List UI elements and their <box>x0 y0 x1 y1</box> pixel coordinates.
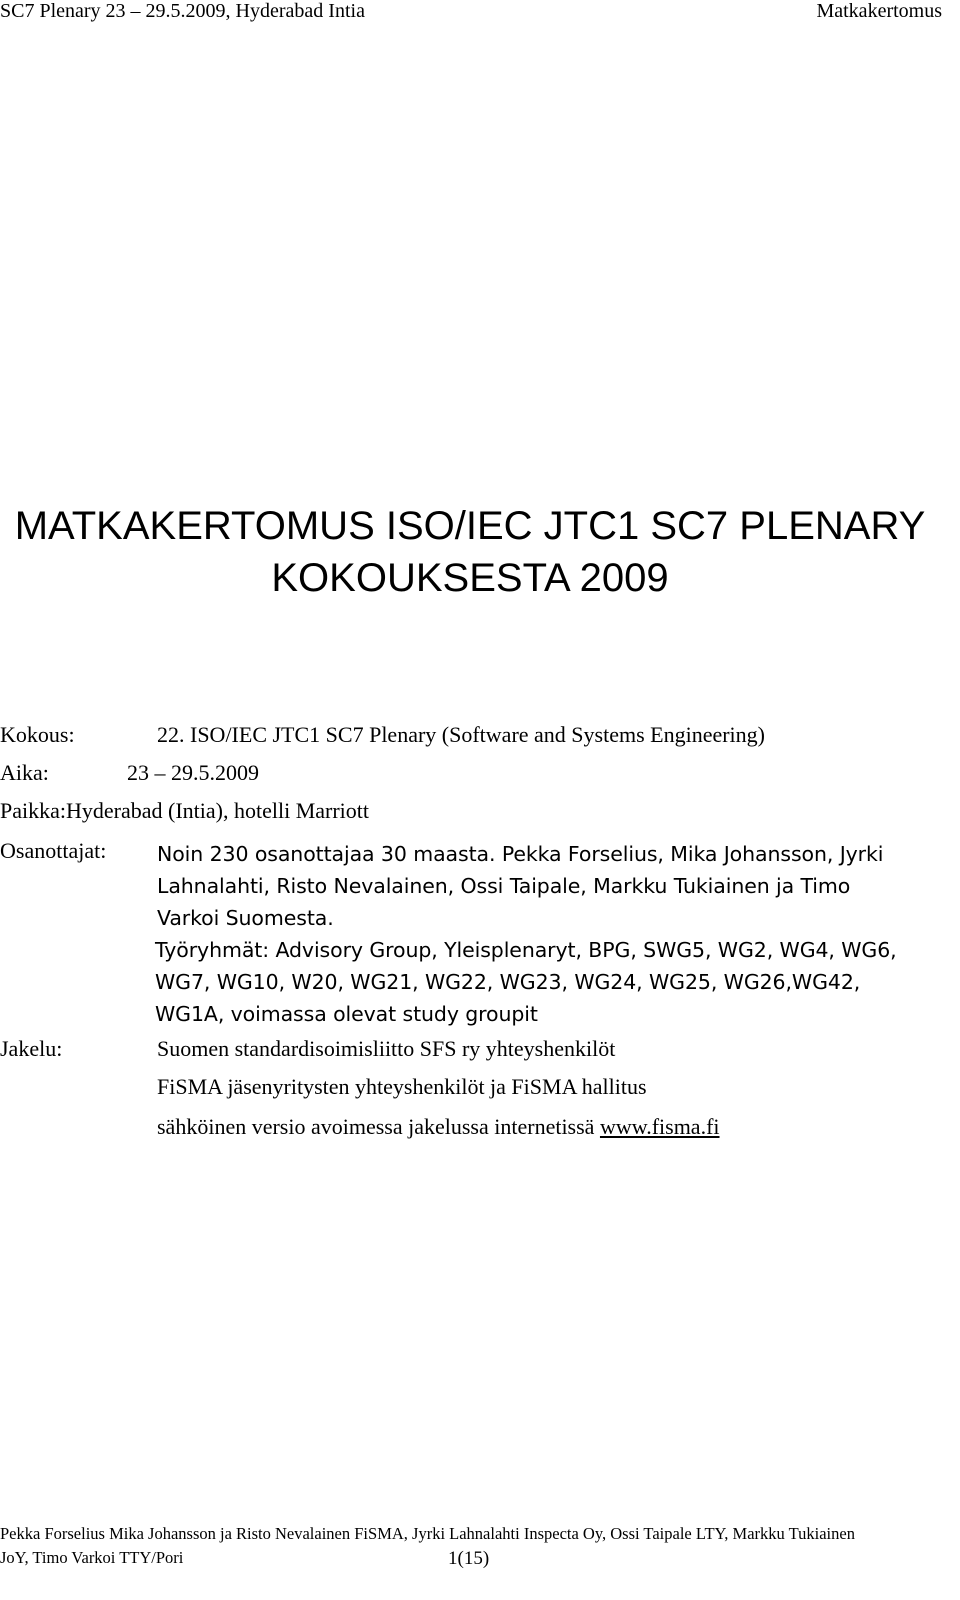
page-number: 1(15) <box>448 1548 490 1569</box>
participants-workgroups: Työryhmät: Advisory Group, Yleisplenaryt, BPG, SWG5, WG2, WG4, WG6, WG7, WG10, W20, WG21, WG22, WG23, WG24, WG25, WG26,WG42, WG1A, voimassa olevat study groupit <box>155 938 897 1026</box>
fisma-website-link[interactable]: www.fisma.fi <box>599 1114 720 1139</box>
running-header-left: SC7 Plenary 23 – 29.5.2009, Hyderabad Intia <box>0 0 365 22</box>
distribution-line-3-text: sähköinen versio avoimessa jakelussa internetissä <box>157 1114 600 1139</box>
distribution-line-1: Suomen standardisoimisliitto SFS ry yhteyshenkilöt <box>157 1036 616 1061</box>
meeting-value: 22. ISO/IEC JTC1 SC7 Plenary (Software and Systems Engineering) <box>157 722 765 747</box>
distribution-line-2: FiSMA jäsenyritysten yhteyshenkilöt ja FiSMA hallitus <box>157 1074 647 1099</box>
time-label: Aika: <box>0 760 49 785</box>
document-title-line-2: KOKOUKSESTA 2009 <box>271 556 669 600</box>
document-title <box>0 500 940 604</box>
footer-authors-line-2: JoY, Timo Varkoi TTY/Pori <box>0 1548 184 1567</box>
running-header-right: Matkakertomus <box>816 0 942 22</box>
place-label: Paikka: <box>0 798 66 823</box>
distribution-line-3 <box>157 1114 720 1140</box>
document-title-line-1: MATKAKERTOMUS ISO/IEC JTC1 SC7 PLENARY <box>14 504 926 548</box>
place-row <box>0 798 369 824</box>
time-value: 23 – 29.5.2009 <box>127 760 259 785</box>
distribution-label: Jakelu: <box>0 1036 63 1061</box>
footer-authors-line-1: Pekka Forselius Mika Johansson ja Risto Nevalainen FiSMA, Jyrki Lahnalahti Inspecta Oy, Ossi Taipale LTY, Markku Tukiainen <box>0 1524 855 1543</box>
participants-label: Osanottajat: <box>0 838 107 863</box>
place-value: Hyderabad (Intia), hotelli Marriott <box>66 798 370 823</box>
participants-text: Noin 230 osanottajaa 30 maasta. Pekka Forselius, Mika Johansson, Jyrki Lahnalahti, Risto Nevalainen, Ossi Taipale, Markku Tukiainen ja Timo Varkoi Suomesta. <box>157 842 884 930</box>
meeting-label: Kokous: <box>0 722 75 747</box>
